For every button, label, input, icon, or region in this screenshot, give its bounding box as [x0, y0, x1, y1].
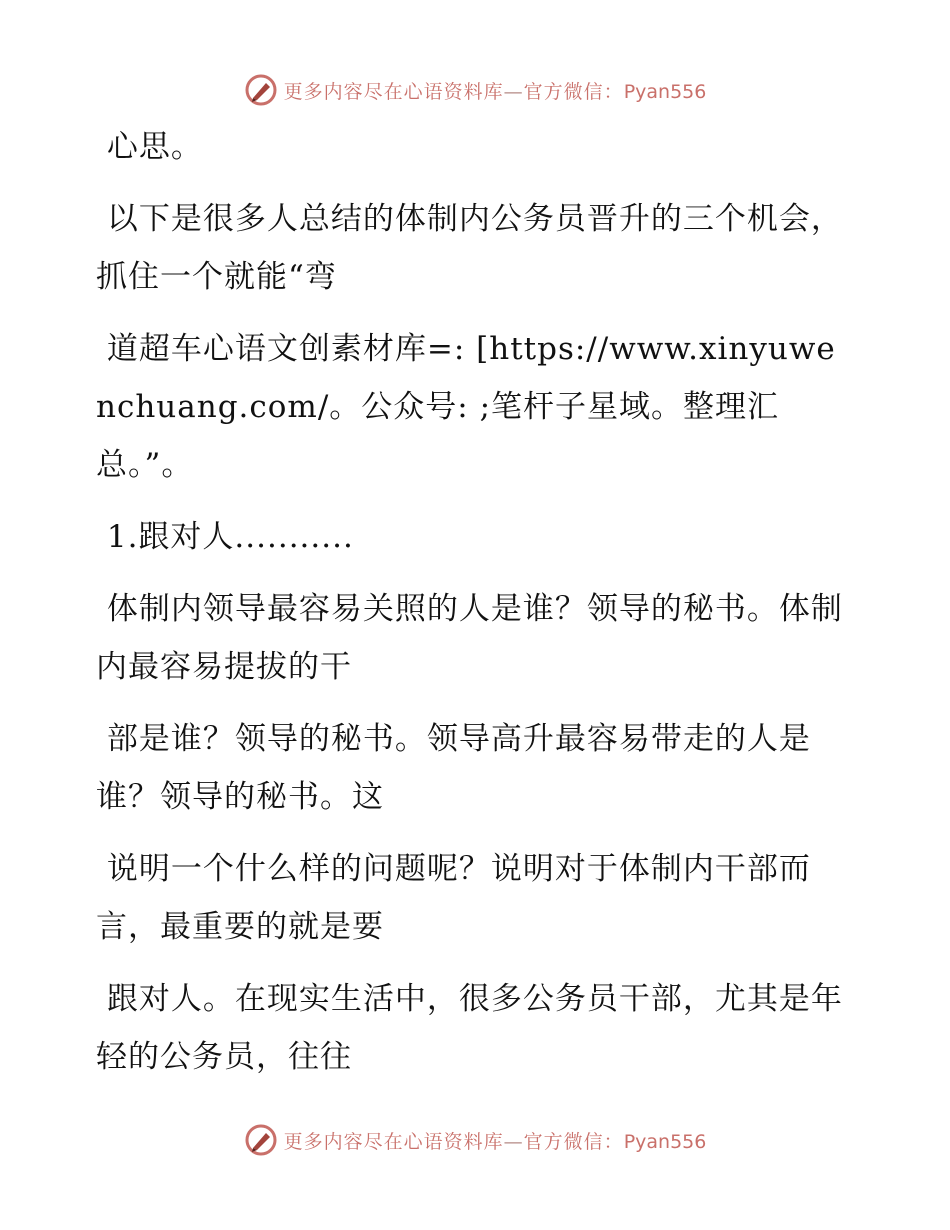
paragraph: 心思。: [96, 129, 203, 165]
document-body: [96, 118, 856, 1100]
paragraph: 部是谁？领导的秘书。领导高升最容易带走的人是谁？领导的秘书。这: [96, 721, 811, 815]
paragraph: 以下是很多人总结的体制内公务员晋升的三个机会，抓住一个就能“弯: [96, 201, 843, 295]
pen-nib-circle-icon: [244, 73, 278, 107]
paragraph: 体制内领导最容易关照的人是谁？领导的秘书。体制内最容易提拔的干: [96, 591, 843, 685]
watermark-text: 更多内容尽在心语资料库—官方微信：Pyan556: [283, 1130, 707, 1153]
paragraph: 说明一个什么样的问题呢？说明对于体制内干部而言，最重要的就是要: [96, 851, 811, 945]
section-heading: 1.跟对人...........: [96, 519, 354, 555]
paragraph: 道超车心语文创素材库=: [https://www.xinyuwenchuang.com/。公众号: ;笔杆子星域。整理汇总。”。: [96, 331, 836, 483]
watermark-text: 更多内容尽在心语资料库—官方微信：Pyan556: [283, 80, 707, 103]
footer-watermark: [0, 1120, 950, 1160]
pen-nib-circle-icon: [244, 1123, 278, 1157]
paragraph: 跟对人。在现实生活中，很多公务员干部，尤其是年轻的公务员，往往: [96, 981, 843, 1075]
header-watermark: [0, 70, 950, 110]
